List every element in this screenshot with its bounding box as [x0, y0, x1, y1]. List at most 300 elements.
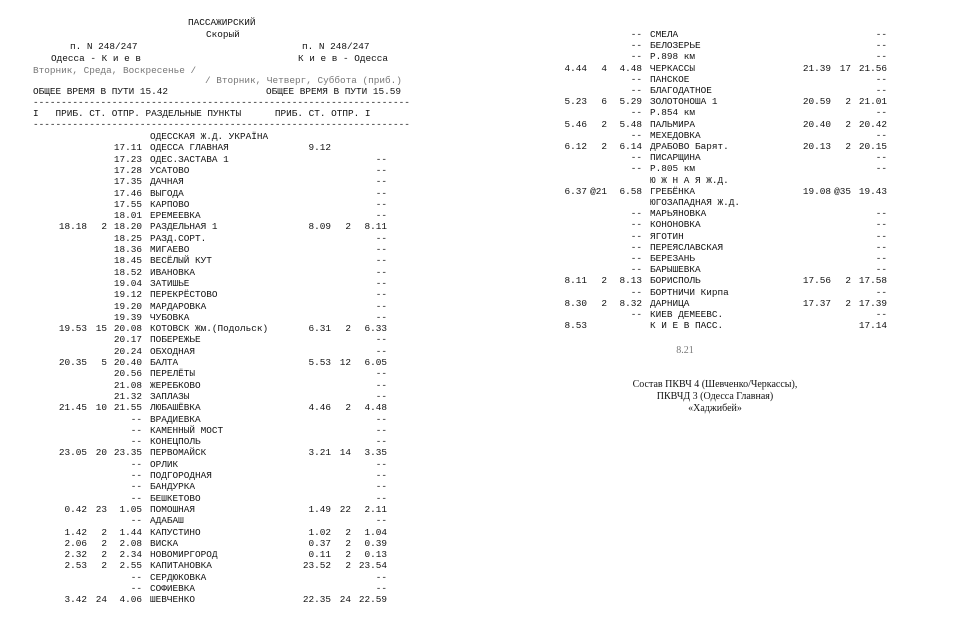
- departure-back: --: [875, 163, 887, 175]
- arrival-out: 2.06: [64, 537, 87, 549]
- station-name: ВЫГОДА: [150, 187, 184, 199]
- station-name: МЕХЕДОВКА: [650, 129, 701, 141]
- station-name: Р.854 км: [650, 107, 696, 119]
- stop-back: 22: [339, 503, 351, 515]
- departure-back: 21.01: [858, 96, 887, 108]
- stop-out: 15: [95, 323, 107, 335]
- column-headers: I ПРИБ. СТ. ОТПР. РАЗДЕЛЬНЫЕ ПУНКТЫ ПРИБ. СТ. ОТПР. I: [33, 108, 371, 119]
- arrival-out: 4.44: [564, 62, 587, 74]
- departure-back: --: [375, 255, 387, 267]
- route-right: К и е в - Одесса: [298, 53, 389, 64]
- timetable-row: [554, 197, 894, 208]
- departure-back: 21.56: [858, 62, 887, 74]
- departure-out: --: [130, 424, 142, 436]
- station-name: ЕРЕМЕЕВКА: [150, 210, 201, 222]
- consist-note-line-2: ПКВЧД 3 (Одесса Главная): [656, 391, 774, 402]
- departure-out: 17.35: [113, 176, 142, 188]
- stop-out: 24: [95, 594, 107, 606]
- departure-out: 1.44: [119, 526, 142, 538]
- arrival-back: 17.37: [802, 297, 831, 309]
- timetable-row: [554, 130, 894, 141]
- stop-back: 2: [345, 526, 351, 538]
- station-name: КОНОНОВКА: [650, 219, 701, 231]
- timetable-row: [54, 142, 394, 153]
- train-number-left: п. N 248/247: [70, 41, 138, 52]
- arrival-back: 4.46: [308, 402, 331, 414]
- stop-out: 2: [101, 221, 107, 233]
- station-name: КОТОВСК Жм.(Подольск): [150, 323, 269, 335]
- departure-out: --: [630, 264, 642, 276]
- station-name: СОФИЕВКА: [150, 583, 196, 594]
- arrival-back: 1.02: [308, 526, 331, 538]
- timetable-row: [54, 414, 394, 425]
- departure-out: 2.34: [119, 549, 142, 561]
- station-name: БЕРЕЗАНЬ: [650, 253, 696, 264]
- stop-out: 2: [601, 297, 607, 309]
- departure-back: --: [375, 481, 387, 493]
- arrival-back: 0.37: [308, 537, 331, 549]
- arrival-back: 0.11: [308, 549, 331, 561]
- timetable-row: [54, 255, 394, 266]
- arrival-out: 8.53: [564, 320, 587, 332]
- stop-back: 2: [345, 549, 351, 561]
- stop-back: 24: [339, 594, 351, 606]
- timetable-row: [54, 357, 394, 368]
- departure-out: 20.40: [113, 357, 142, 368]
- station-name: ПЕРЕЯСЛАВСКАЯ: [650, 241, 724, 253]
- stop-out: 20: [95, 447, 107, 459]
- departure-back: 3.35: [364, 447, 387, 459]
- timetable-row: [554, 29, 894, 40]
- departure-back: --: [875, 230, 887, 242]
- timetable-row: [554, 163, 894, 174]
- station-name: КАПИТАНОВКА: [150, 560, 212, 572]
- departure-back: --: [375, 289, 387, 301]
- departure-back: --: [375, 424, 387, 436]
- departure-back: --: [375, 198, 387, 210]
- departure-back: --: [375, 345, 387, 357]
- station-name: ЗАТИШЬЕ: [150, 277, 190, 289]
- departure-out: 21.08: [113, 379, 142, 391]
- departure-out: --: [630, 85, 642, 96]
- timetable-row: [54, 515, 394, 526]
- arrival-out: 3.42: [64, 594, 87, 606]
- station-name: ОРЛИК: [150, 458, 179, 470]
- departure-out: 18.36: [113, 244, 142, 255]
- departure-back: 8.11: [364, 221, 387, 233]
- train-category: ПАССАЖИРСКИЙ: [188, 17, 256, 28]
- departure-out: 21.55: [113, 402, 142, 414]
- station-name: ПАЛЬМИРА: [650, 118, 696, 130]
- stop-back: 2: [345, 323, 351, 335]
- arrival-out: 8.30: [564, 297, 587, 309]
- stop-out: @21: [590, 185, 607, 197]
- timetable-row: [54, 346, 394, 357]
- departure-back: --: [375, 390, 387, 402]
- departure-back: 4.48: [364, 402, 387, 414]
- departure-back: --: [875, 129, 887, 141]
- departure-out: --: [630, 40, 642, 52]
- station-name: БОРИСПОЛЬ: [650, 275, 701, 287]
- departure-out: 5.29: [619, 96, 642, 108]
- station-name: ЗОЛОТОНОША 1: [650, 96, 718, 108]
- arrival-back: 5.53: [308, 357, 331, 368]
- arrival-back: 19.08: [802, 185, 831, 197]
- timetable-row: [554, 275, 894, 286]
- stop-back: 17: [839, 62, 851, 74]
- days-right: / Вторник, Четверг, Суббота (приб.): [205, 75, 402, 86]
- timetable-row: [54, 436, 394, 447]
- arrival-back: 6.31: [308, 323, 331, 335]
- arrival-out: 6.37: [564, 185, 587, 197]
- arrival-back: 23.52: [302, 560, 331, 572]
- total-time-right: ОБЩЕЕ ВРЕМЯ В ПУТИ 15.59: [266, 86, 402, 97]
- departure-back: --: [375, 300, 387, 312]
- departure-out: 5.48: [619, 118, 642, 130]
- station-name: ЧУБОВКА: [150, 311, 190, 323]
- stop-back: 2: [345, 560, 351, 572]
- departure-out: 21.32: [113, 390, 142, 402]
- departure-back: --: [875, 29, 887, 40]
- arrival-out: 6.12: [564, 141, 587, 152]
- departure-out: --: [130, 583, 142, 594]
- station-name: ЖЕРЕБКОВО: [150, 379, 201, 391]
- station-name: ПОДГОРОДНАЯ: [150, 470, 212, 481]
- departure-back: 23.54: [358, 560, 387, 572]
- days-left: Вторник, Среда, Воскресенье /: [33, 65, 197, 76]
- arrival-back: 17.56: [802, 275, 831, 287]
- station-name: ШЕВЧЕНКО: [150, 594, 196, 606]
- arrival-out: 8.11: [564, 275, 587, 287]
- departure-back: --: [875, 152, 887, 164]
- route-left: Одесса - К и е в: [51, 53, 142, 64]
- arrival-back: 22.35: [302, 594, 331, 606]
- departure-out: --: [630, 230, 642, 242]
- stop-out: 5: [101, 357, 107, 368]
- station-name: К И Е В ПАСС.: [650, 320, 724, 332]
- station-name: БЕЛОЗЕРЬЕ: [650, 40, 701, 52]
- arrival-out: 18.18: [58, 221, 87, 233]
- departure-out: 4.06: [119, 594, 142, 606]
- departure-out: --: [630, 241, 642, 253]
- departure-back: --: [875, 253, 887, 264]
- departure-out: 17.46: [113, 187, 142, 199]
- departure-out: 17.55: [113, 198, 142, 210]
- station-name: ДРАБОВО Барят.: [650, 141, 729, 152]
- departure-out: 17.23: [113, 153, 142, 165]
- timetable-row: [54, 583, 394, 594]
- timetable-row: [554, 96, 894, 107]
- station-name: КОНЕЦПОЛЬ: [150, 436, 201, 448]
- timetable-row: [54, 493, 394, 504]
- departure-back: --: [375, 232, 387, 244]
- station-name: ДАРНИЦА: [650, 297, 690, 309]
- stop-back: 2: [845, 297, 851, 309]
- timetable-row: [54, 560, 394, 571]
- timetable-row: [554, 107, 894, 118]
- station-name: ПИСАРЩИНА: [650, 152, 701, 164]
- station-name: Р.805 км: [650, 163, 696, 175]
- departure-out: --: [630, 73, 642, 85]
- departure-out: 18.52: [113, 266, 142, 278]
- train-number-right: п. N 248/247: [302, 41, 370, 52]
- departure-out: 20.17: [113, 334, 142, 346]
- departure-back: --: [375, 334, 387, 346]
- departure-out: --: [130, 515, 142, 527]
- stop-out: 2: [601, 141, 607, 152]
- stop-out: 2: [101, 526, 107, 538]
- stop-back: 2: [845, 96, 851, 108]
- departure-out: 18.45: [113, 255, 142, 267]
- arrival-back: 21.39: [802, 62, 831, 74]
- timetable-row: [54, 380, 394, 391]
- arrival-out: 20.35: [58, 357, 87, 368]
- departure-out: 6.58: [619, 185, 642, 197]
- timetable-row: [54, 368, 394, 379]
- departure-back: 6.33: [364, 323, 387, 335]
- departure-back: 6.05: [364, 357, 387, 368]
- station-name: ОБХОДНАЯ: [150, 345, 196, 357]
- header-divider-bottom: -------------------------------------------------------------------: [33, 119, 410, 130]
- departure-out: 18.01: [113, 210, 142, 222]
- departure-back: --: [375, 187, 387, 199]
- departure-back: 0.13: [364, 549, 387, 561]
- timetable-row: [554, 175, 894, 186]
- departure-back: --: [875, 241, 887, 253]
- departure-out: 6.14: [619, 141, 642, 152]
- timetable-row: [554, 242, 894, 253]
- station-name: КАПУСТИНО: [150, 526, 201, 538]
- departure-out: --: [630, 286, 642, 298]
- timetable-row: [554, 63, 894, 74]
- station-name: УСАТОВО: [150, 164, 190, 176]
- timetable-row: [54, 334, 394, 345]
- arrival-back: 3.21: [308, 447, 331, 459]
- train-subcategory: Скорый: [206, 29, 240, 40]
- timetable-row: [554, 208, 894, 219]
- timetable-row: [54, 289, 394, 300]
- station-name: МАРЬЯНОВКА: [650, 208, 707, 220]
- arrival-out: 0.42: [64, 503, 87, 515]
- station-name: ЮГОЗАПАДНАЯ Ж.Д.: [650, 197, 741, 208]
- station-name: МИГАЕВО: [150, 244, 190, 255]
- departure-out: --: [130, 571, 142, 583]
- station-name: ПОМОШНАЯ: [150, 503, 196, 515]
- departure-out: --: [630, 152, 642, 164]
- departure-back: 1.04: [364, 526, 387, 538]
- departure-back: 2.11: [364, 503, 387, 515]
- arrival-back: 20.40: [802, 118, 831, 130]
- stop-out: 4: [601, 62, 607, 74]
- departure-back: --: [375, 492, 387, 504]
- page-number: 8.21: [676, 345, 694, 356]
- station-name: БАЛТА: [150, 357, 179, 368]
- station-name: ПЕРЕЛЁТЫ: [150, 368, 196, 380]
- station-name: ОДЕС.ЗАСТАВА 1: [150, 153, 229, 165]
- departure-out: --: [630, 51, 642, 63]
- departure-out: 19.12: [113, 289, 142, 301]
- departure-out: --: [130, 492, 142, 504]
- departure-out: --: [630, 253, 642, 264]
- timetable-row: [554, 320, 894, 331]
- departure-out: --: [130, 481, 142, 493]
- timetable-row: [54, 447, 394, 458]
- station-name: ЛЮБАШЁВКА: [150, 402, 201, 414]
- timetable-row: [54, 323, 394, 334]
- timetable-row: [54, 538, 394, 549]
- timetable-row: [554, 253, 894, 264]
- station-name: БЛАГОДАТНОЕ: [650, 85, 712, 96]
- timetable-row: [54, 504, 394, 515]
- station-name: ВИСКА: [150, 537, 179, 549]
- timetable-row: [54, 267, 394, 278]
- consist-note-line-3: «Хаджибей»: [688, 403, 742, 414]
- departure-back: --: [875, 107, 887, 119]
- departure-back: --: [375, 176, 387, 188]
- arrival-out: 1.42: [64, 526, 87, 538]
- station-name: РАЗДЕЛЬНАЯ 1: [150, 221, 218, 233]
- station-name: ОДЕССКАЯ Ж.Д. УКРАЇНА: [150, 131, 269, 142]
- timetable-row: [54, 154, 394, 165]
- departure-back: --: [875, 208, 887, 220]
- station-name: РАЗД.СОРТ.: [150, 232, 207, 244]
- station-name: ИВАНОВКА: [150, 266, 196, 278]
- timetable-row: [54, 199, 394, 210]
- station-name: ВРАДИЕВКА: [150, 413, 201, 425]
- departure-out: 18.20: [113, 221, 142, 233]
- arrival-out: 23.05: [58, 447, 87, 459]
- timetable-row: [554, 51, 894, 62]
- departure-back: 20.15: [858, 141, 887, 152]
- timetable-row: [554, 119, 894, 130]
- departure-back: 20.42: [858, 118, 887, 130]
- departure-out: 20.08: [113, 323, 142, 335]
- stop-out: 2: [601, 275, 607, 287]
- departure-back: --: [375, 470, 387, 481]
- station-name: ДАЧНАЯ: [150, 176, 184, 188]
- timetable-row: [54, 572, 394, 583]
- total-time-left: ОБЩЕЕ ВРЕМЯ В ПУТИ 15.42: [33, 86, 169, 97]
- station-name: ЗАПЛАЗЫ: [150, 390, 190, 402]
- departure-out: --: [630, 208, 642, 220]
- departure-back: --: [375, 458, 387, 470]
- timetable-row: [54, 391, 394, 402]
- stop-out: 2: [601, 118, 607, 130]
- departure-out: 8.32: [619, 297, 642, 309]
- arrival-out: 2.53: [64, 560, 87, 572]
- departure-back: --: [375, 571, 387, 583]
- departure-out: 17.11: [113, 142, 142, 154]
- departure-back: --: [875, 219, 887, 231]
- departure-back: 17.58: [858, 275, 887, 287]
- stop-back: 12: [339, 357, 351, 368]
- station-name: СМЕЛА: [650, 29, 679, 40]
- station-name: МАРДАРОВКА: [150, 300, 207, 312]
- header-divider-top: -------------------------------------------------------------------: [33, 97, 410, 108]
- stop-back: 14: [339, 447, 351, 459]
- departure-out: --: [130, 413, 142, 425]
- departure-back: --: [875, 40, 887, 52]
- departure-out: --: [130, 436, 142, 448]
- station-name: СЕРДЮКОВКА: [150, 571, 207, 583]
- timetable-row: [54, 244, 394, 255]
- departure-back: --: [375, 266, 387, 278]
- station-name: ВЕСЁЛЫЙ КУТ: [150, 255, 212, 267]
- departure-back: --: [375, 244, 387, 255]
- departure-out: 2.08: [119, 537, 142, 549]
- departure-out: 18.25: [113, 232, 142, 244]
- timetable-row: [554, 152, 894, 163]
- timetable-row: [554, 219, 894, 230]
- departure-back: --: [375, 436, 387, 448]
- timetable-row: [54, 221, 394, 232]
- arrival-back: 20.13: [802, 141, 831, 152]
- arrival-out: 2.32: [64, 549, 87, 561]
- departure-back: --: [375, 368, 387, 380]
- stop-back: 2: [345, 537, 351, 549]
- timetable-row: [554, 141, 894, 152]
- stop-back: @35: [834, 185, 851, 197]
- arrival-out: 19.53: [58, 323, 87, 335]
- station-name: ПОБЕРЕЖЬЕ: [150, 334, 201, 346]
- station-name: Р.898 км: [650, 51, 696, 63]
- arrival-out: 21.45: [58, 402, 87, 414]
- stop-out: 2: [101, 537, 107, 549]
- timetable-row: [54, 176, 394, 187]
- arrival-out: 5.23: [564, 96, 587, 108]
- timetable-row: [554, 231, 894, 242]
- departure-back: --: [875, 264, 887, 276]
- stop-back: 2: [845, 275, 851, 287]
- departure-out: 19.20: [113, 300, 142, 312]
- timetable-row: [554, 186, 894, 197]
- departure-back: 17.39: [858, 297, 887, 309]
- station-name: КИЕВ ДЕМЕЕВС.: [650, 309, 724, 320]
- departure-out: --: [130, 458, 142, 470]
- departure-back: --: [875, 309, 887, 320]
- departure-out: 2.55: [119, 560, 142, 572]
- departure-back: --: [375, 413, 387, 425]
- departure-out: --: [630, 29, 642, 40]
- timetable-row: [554, 309, 894, 320]
- departure-back: 17.14: [858, 320, 887, 332]
- station-name: БЕШКЕТОВО: [150, 492, 201, 504]
- station-name: АДАБАШ: [150, 515, 184, 527]
- timetable-row: [54, 131, 394, 142]
- departure-out: --: [630, 219, 642, 231]
- timetable-row: [54, 481, 394, 492]
- timetable-row: [54, 527, 394, 538]
- consist-note-line-1: Состав ПКВЧ 4 (Шевченко/Черкассы),: [632, 379, 798, 390]
- stop-back: 2: [345, 402, 351, 414]
- arrival-out: 5.46: [564, 118, 587, 130]
- departure-back: 19.43: [858, 185, 887, 197]
- station-name: ОДЕССА ГЛАВНАЯ: [150, 142, 229, 154]
- station-name: КАРПОВО: [150, 198, 190, 210]
- stop-back: 2: [845, 118, 851, 130]
- station-name: БАНДУРКА: [150, 481, 196, 493]
- departure-back: --: [875, 85, 887, 96]
- stop-back: 2: [345, 221, 351, 233]
- departure-out: 1.05: [119, 503, 142, 515]
- departure-back: --: [375, 379, 387, 391]
- departure-back: --: [375, 210, 387, 222]
- station-name: БАРЫШЕВКА: [650, 264, 701, 276]
- timetable-row: [54, 402, 394, 413]
- departure-back: --: [375, 153, 387, 165]
- timetable-row: [54, 233, 394, 244]
- timetable-row: [54, 301, 394, 312]
